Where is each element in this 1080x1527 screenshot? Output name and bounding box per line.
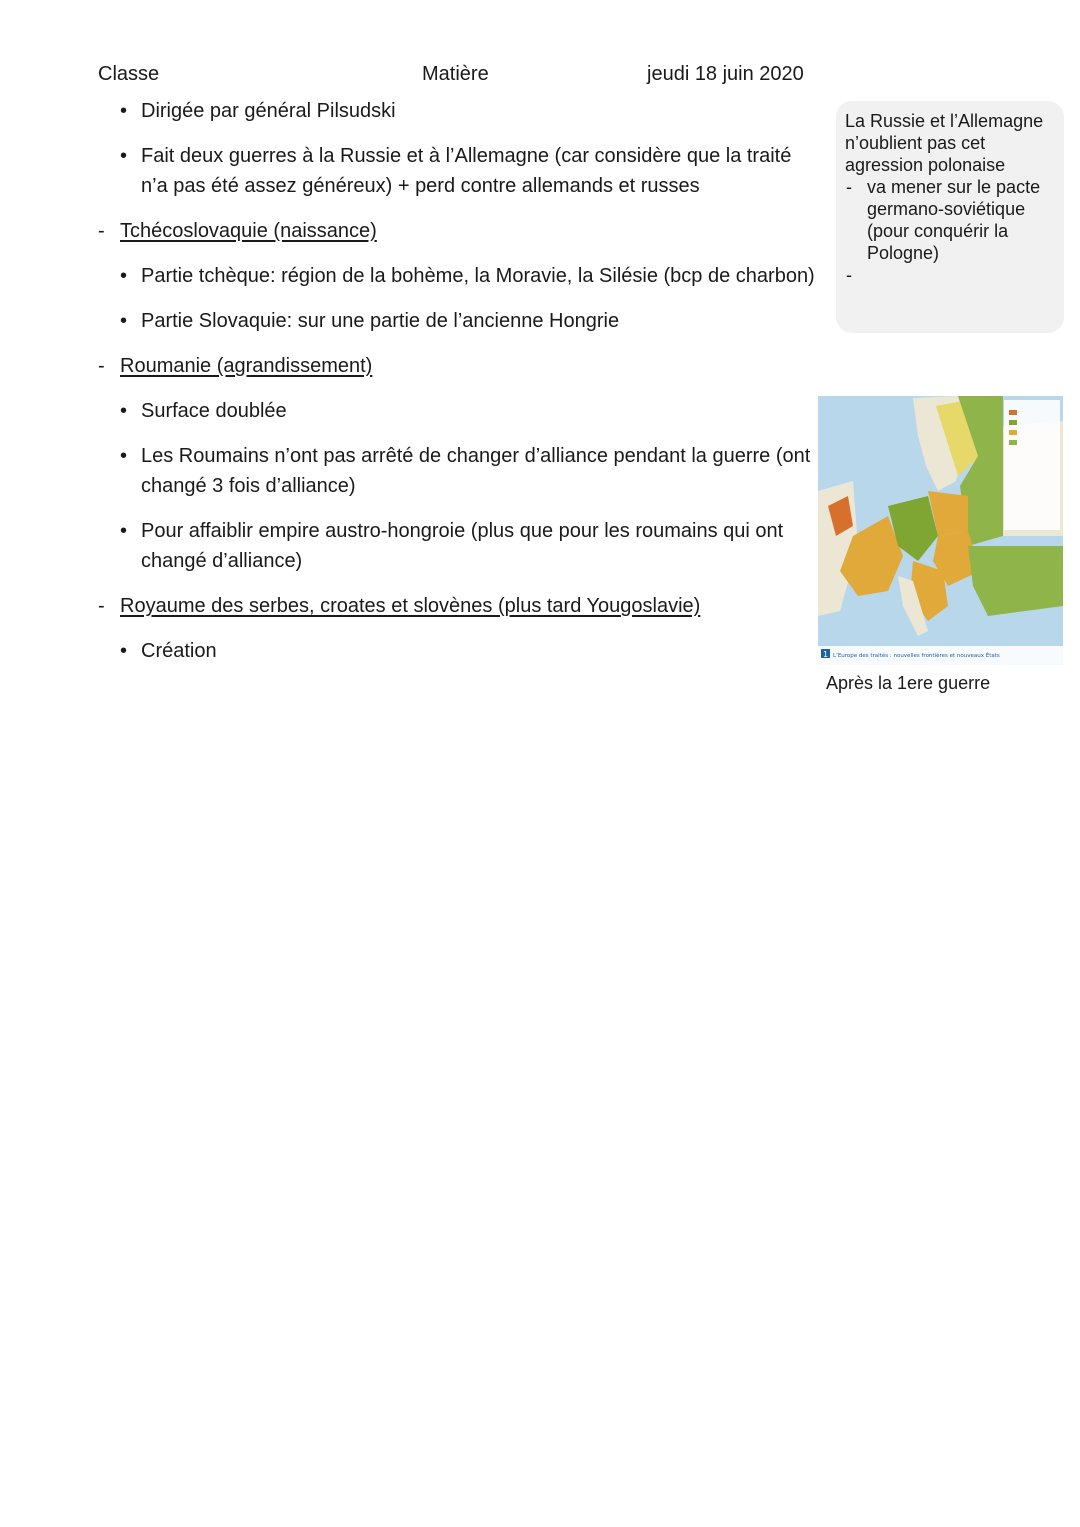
europe-map-drawing	[818, 396, 1063, 665]
bullet-text: Création	[141, 640, 217, 662]
section-heading	[96, 351, 816, 381]
section-heading	[96, 591, 816, 621]
bullet-text: Surface doublée	[141, 400, 287, 422]
bullet-text: Partie tchèque: région de la bohème, la Moravie, la Silésie (bcp de charbon)	[141, 265, 815, 287]
bullet-text: Dirigée par général Pilsudski	[141, 100, 396, 122]
map-legend-swatch	[1009, 440, 1017, 445]
list-item	[96, 96, 816, 126]
map-figure-caption: L’Europe des traités : nouvelles frontières et nouveaux États	[833, 653, 1000, 659]
bullet-text: Fait deux guerres à la Russie et à l’Allemagne (car considère que la traité n’a pas été assez généreux) + perd contre allemands et russes	[141, 145, 792, 197]
europe-map-image	[818, 396, 1063, 665]
bullet-marker: •	[120, 145, 128, 167]
bullet-marker: •	[120, 265, 128, 287]
list-item	[96, 141, 816, 201]
dash-marker: -	[846, 265, 852, 285]
side-note-text: La Russie et l’Allemagne n’oublient pas cet agression polonaise	[845, 111, 1044, 175]
main-notes	[96, 96, 816, 681]
bullet-marker: •	[120, 445, 128, 467]
bullet-text: Les Roumains n’ont pas arrêté de changer d’alliance pendant la guerre (ont changé 3 fois d’alliance)	[141, 445, 811, 497]
map-legend-swatch	[1009, 410, 1017, 415]
list-item	[96, 636, 816, 666]
map-caption: Après la 1ere guerre	[826, 673, 991, 693]
class-label: Classe	[98, 63, 160, 85]
bullet-text: Pour affaiblir empire austro-hongroie (plus que pour les roumains qui ont changé d’alliance)	[141, 520, 784, 572]
dash-marker: -	[98, 355, 105, 377]
list-item	[96, 396, 816, 426]
dash-marker: -	[98, 595, 105, 617]
bullet-marker: •	[120, 640, 128, 662]
section-title: Royaume des serbes, croates et slovènes (plus tard Yougoslavie)	[120, 595, 701, 617]
side-note-item	[845, 176, 1056, 264]
section-title: Roumanie (agrandissement)	[120, 355, 373, 377]
list-item	[96, 441, 816, 501]
map-figure-number: 1	[823, 650, 829, 659]
side-note	[836, 101, 1064, 333]
bullet-marker: •	[120, 520, 128, 542]
bullet-text: Partie Slovaquie: sur une partie de l’ancienne Hongrie	[141, 310, 620, 332]
section-title: Tchécoslovaquie (naissance)	[120, 220, 377, 242]
section-heading	[96, 216, 816, 246]
subject-label: Matière	[422, 63, 489, 85]
dash-marker: -	[98, 220, 105, 242]
map-legend-swatch	[1009, 420, 1017, 425]
side-note-item-text: va mener sur le pacte germano-soviétique (pour conquérir la Pologne)	[867, 177, 1041, 263]
date-label: jeudi 18 juin 2020	[647, 63, 804, 85]
dash-marker: -	[846, 177, 852, 197]
map-legend-swatch	[1009, 430, 1017, 435]
list-item	[96, 306, 816, 336]
bullet-marker: •	[120, 100, 128, 122]
bullet-marker: •	[120, 310, 128, 332]
list-item	[96, 261, 816, 291]
map-legend	[1004, 400, 1060, 530]
list-item	[96, 516, 816, 576]
bullet-marker: •	[120, 400, 128, 422]
